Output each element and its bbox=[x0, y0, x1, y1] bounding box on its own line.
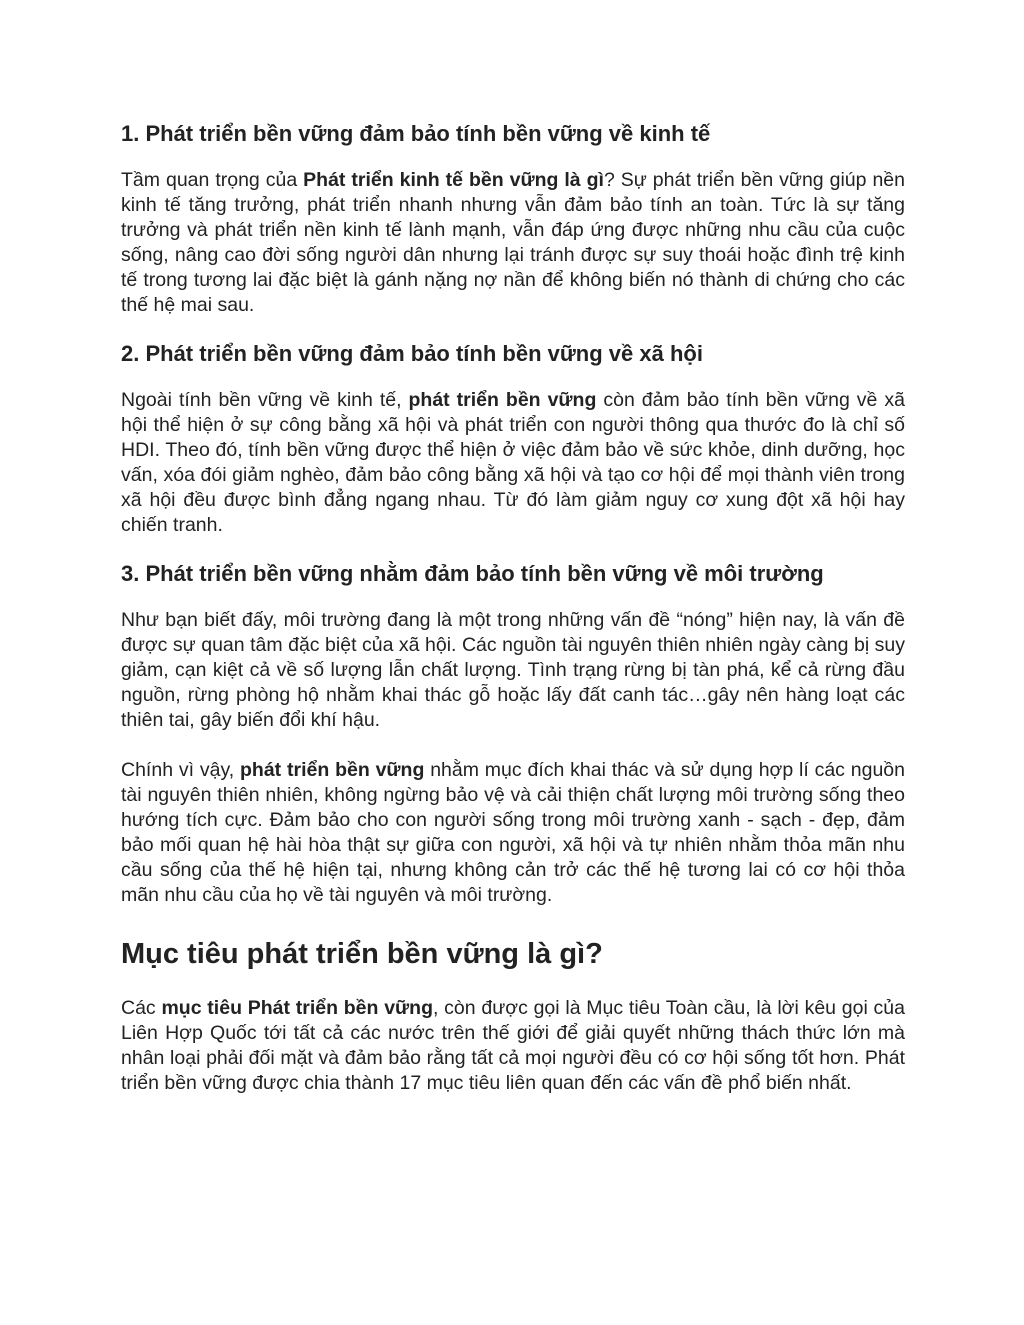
section-heading-social: 2. Phát triển bền vững đảm bảo tính bền vững về xã hội bbox=[121, 341, 703, 366]
main-heading-goals: Mục tiêu phát triển bền vững là gì? bbox=[121, 938, 603, 970]
paragraph-text: nhằm mục đích khai thác và sử dụng hợp lí các nguồn tài nguyên thiên nhiên, không ngừng bảo vệ và cải thiện chất lượng môi trường sống theo hướng tích cực. Đảm bảo cho con người sống trong môi trường xanh - sạch - đẹp, đảm bảo mối quan hệ hài hòa thật sự giữa con người, xã hội và tự nhiên nhằm thỏa mãn nhu cầu sống của thế hệ hiện tại, nhưng không cản trở các thế hệ tương lai có cơ hội thỏa mãn nhu cầu của họ về tài nguyên và môi trường. bbox=[121, 759, 905, 906]
paragraph-text: Như bạn biết đấy, môi trường đang là một trong những vấn đề “nóng” hiện nay, là vấn đề được sự quan tâm đặc biệt của xã hội. Các nguồn tài nguyên thiên nhiên ngày càng bị suy giảm, cạn kiệt cả về số lượng lẫn chất lượng. Tình trạng rừng bị tàn phá, kể cả rừng đầu nguồn, rừng phòng hộ nhằm khai thác gỗ hoặc lấy đất canh tác…gây nên hàng loạt các thiên tai, gây biến đổi khí hậu. bbox=[121, 609, 905, 731]
section-heading-environment: 3. Phát triển bền vững nhằm đảm bảo tính bền vững về môi trường bbox=[121, 561, 824, 586]
bold-link-text: phát triển bền vững bbox=[408, 389, 597, 411]
paragraph-text: , còn được gọi là Mục tiêu Toàn cầu, là lời kêu gọi của Liên Hợp Quốc tới tất cả các nước trên thế giới để giải quyết những thách thức lớn mà nhân loại phải đối mặt và đảm bảo rằng tất cả mọi người đều có cơ hội sống tốt hơn. Phát triển bền vững được chia thành 17 mục tiêu liên quan đến các vấn đề phổ biến nhất. bbox=[121, 997, 905, 1094]
paragraph-environment-1 bbox=[121, 608, 905, 733]
bold-link-text: Phát triển kinh tế bền vững là gì bbox=[303, 169, 604, 191]
paragraph-text: Ngoài tính bền vững về kinh tế, bbox=[121, 389, 409, 411]
paragraph-text: Các bbox=[121, 997, 162, 1019]
document-page bbox=[121, 118, 905, 1096]
bold-link-text: phát triển bền vững bbox=[240, 759, 425, 781]
paragraph-social bbox=[121, 388, 905, 538]
paragraph-text: còn đảm bảo tính bền vững về xã hội thể hiện ở sự công bằng xã hội và phát triển con người thông qua thước đo là chỉ số HDI. Theo đó, tính bền vững được thể hiện ở việc đảm bảo về sức khỏe, dinh dưỡng, học vấn, xóa đói giảm nghèo, đảm bảo công bằng xã hội và tạo cơ hội để mọi thành viên trong xã hội đều được bình đẳng ngang nhau. Từ đó làm giảm nguy cơ xung đột xã hội hay chiến tranh. bbox=[121, 389, 905, 536]
paragraph-text: ? Sự phát triển bền vững giúp nền kinh tế tăng trưởng, phát triển nhanh nhưng vẫn đảm bảo tính an toàn. Tức là sự tăng trưởng và phát triển nền kinh tế lành mạnh, vẫn đáp ứng được những nhu cầu của cuộc sống, nâng cao đời sống người dân nhưng lại tránh được sự suy thoái hoặc đình trệ kinh tế trong tương lai đặc biệt là gánh nặng nợ nần để không biến nó thành di chứng cho các thế hệ mai sau. bbox=[121, 169, 905, 316]
paragraph-text: Tầm quan trọng của bbox=[121, 169, 304, 191]
paragraph-economic bbox=[121, 168, 905, 318]
section-heading-economic: 1. Phát triển bền vững đảm bảo tính bền vững về kinh tế bbox=[121, 121, 711, 146]
bold-link-text: mục tiêu Phát triển bền vững bbox=[161, 997, 433, 1019]
paragraph-goals bbox=[121, 996, 905, 1096]
paragraph-environment-2 bbox=[121, 758, 905, 908]
paragraph-text: Chính vì vậy, bbox=[121, 759, 241, 781]
